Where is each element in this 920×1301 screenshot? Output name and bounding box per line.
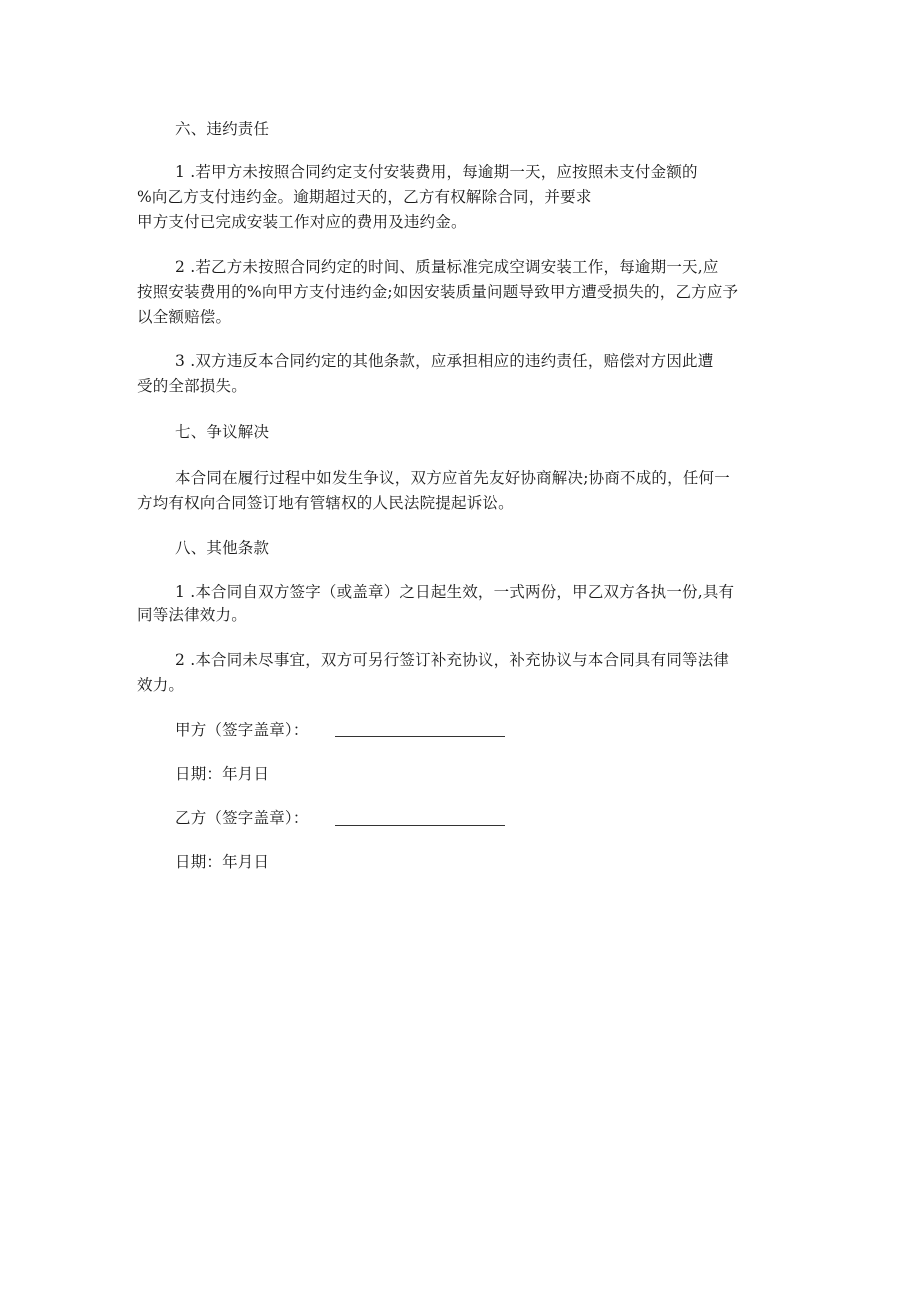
party-b-signature-line[interactable]	[335, 825, 505, 826]
dispute-para-line-2: 方均有权向合同签订地有管辖权的人民法院提起诉讼。	[137, 494, 514, 512]
party-b-date: 日期：年月日	[175, 853, 270, 871]
clause-6-1-line-3: 甲方支付已完成安装工作对应的费用及违约金。	[137, 213, 467, 231]
party-a-signature-label: 甲方（签字盖章）：	[175, 721, 309, 739]
clause-6-3-line-2: 受的全部损失。	[137, 377, 247, 395]
clause-6-1-line-2: %向乙方支付违约金。逾期超过天的，乙方有权解除合同，并要求	[137, 188, 592, 206]
party-b-signature-label: 乙方（签字盖章）：	[175, 809, 309, 827]
clause-6-2-line-1: 2 .若乙方未按照合同约定的时间、质量标准完成空调安装工作，每逾期一天,应	[175, 258, 719, 276]
section-heading-breach-liability: 六、违约责任	[175, 120, 270, 138]
clause-6-2-line-3: 以全额赔偿。	[137, 308, 232, 326]
clause-6-2-line-2: 按照安装费用的%向甲方支付违约金;如因安装质量问题导致甲方遭受损失的，乙方应予	[137, 283, 739, 301]
clause-6-3-line-1: 3 .双方违反本合同约定的其他条款，应承担相应的违约责任，赔偿对方因此遭	[175, 352, 714, 370]
clause-6-1-line-1: 1 .若甲方未按照合同约定支付安装费用，每逾期一天，应按照未支付金额的	[175, 163, 698, 181]
clause-8-1-line-2: 同等法律效力。	[137, 606, 247, 624]
clause-8-1-line-1: 1 .本合同自双方签字（或盖章）之日起生效，一式两份，甲乙双方各执一份,具有	[175, 583, 735, 601]
clause-8-2-line-2: 效力。	[137, 676, 185, 694]
clause-8-2-line-1: 2 .本合同未尽事宜，双方可另行签订补充协议，补充协议与本合同具有同等法律	[175, 651, 730, 669]
party-a-date: 日期：年月日	[175, 765, 270, 783]
section-heading-dispute-resolution: 七、争议解决	[175, 423, 270, 441]
section-heading-other-terms: 八、其他条款	[175, 539, 270, 557]
dispute-para-line-1: 本合同在履行过程中如发生争议，双方应首先友好协商解决;协商不成的，任何一	[175, 469, 730, 487]
party-a-signature-line[interactable]	[335, 736, 505, 737]
